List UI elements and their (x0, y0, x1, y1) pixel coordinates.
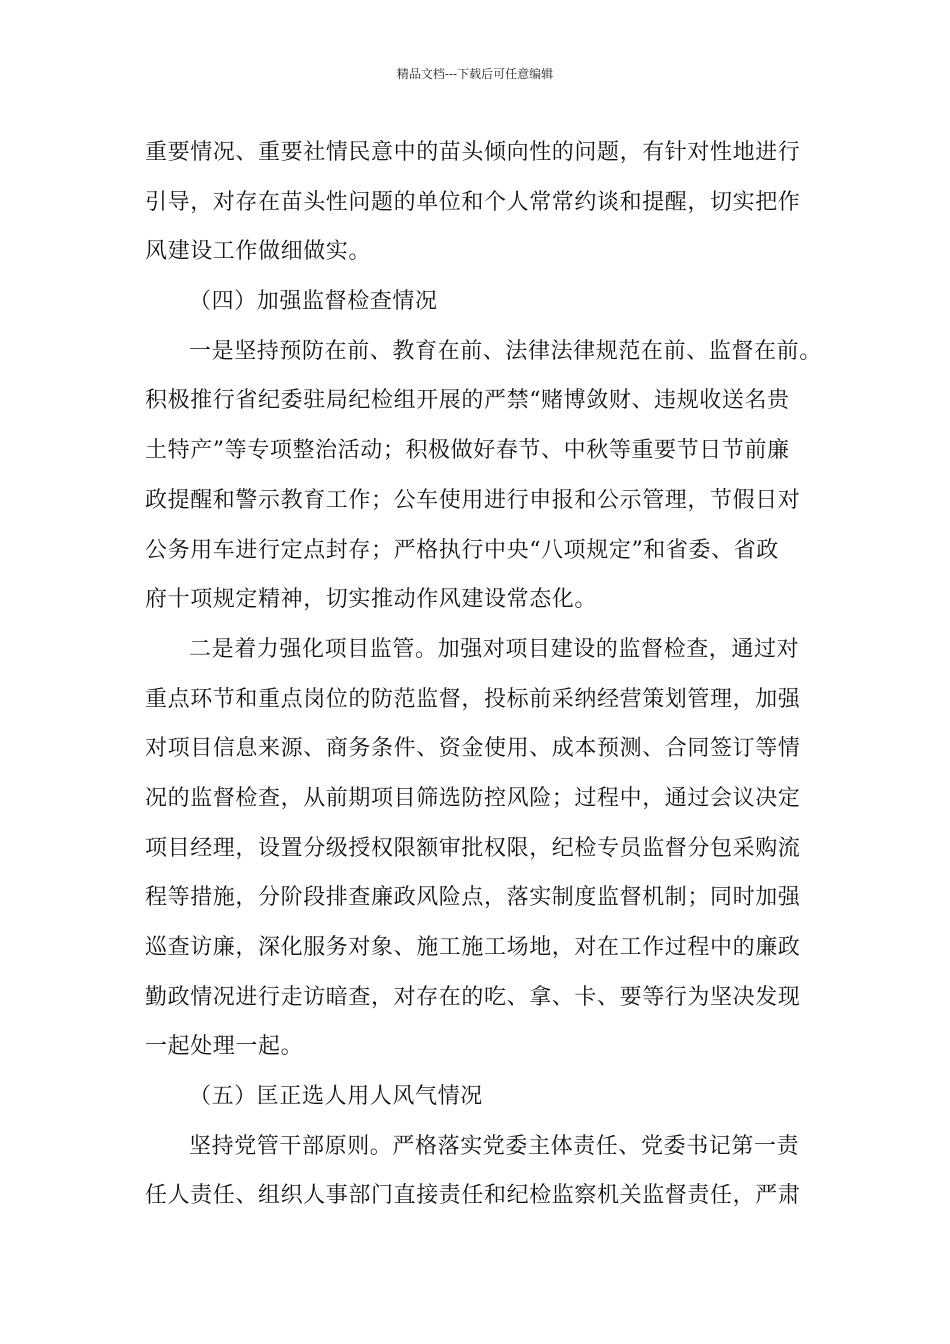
section-heading: （五）匡正选人用人风气情况 (189, 1084, 483, 1110)
body-line: 引导，对存在苗头性问题的单位和个人常常约谈和提醒，切实把作 (145, 189, 801, 215)
body-line: 公务用车进行定点封存；严格执行中央“八项规定”和省委、省政 (145, 537, 779, 563)
body-line: 程等措施，分阶段排查廉政风险点，落实制度监督机制；同时加强 (145, 885, 801, 911)
body-line: 一起处理一起。 (145, 1034, 304, 1060)
body-line: 政提醒和警示教育工作；公车使用进行申报和公示管理，节假日对 (145, 487, 801, 513)
body-line: 项目经理，设置分级授权限额审批权限，纪检专员监督分包采购流 (145, 835, 801, 861)
body-line: 对项目信息来源、商务条件、资金使用、成本预测、合同签订等情 (145, 736, 801, 762)
paragraph-start: 一是坚持预防在前、教育在前、法律法律规范在前、监督在前。 (189, 338, 822, 364)
body-line: 勤政情况进行走访暗查，对存在的吃、拿、卡、要等行为坚决发现 (145, 984, 801, 1010)
body-line: 风建设工作做细做实。 (145, 239, 372, 265)
body-line: 况的监督检查，从前期项目筛选防控风险；过程中，通过会议决定 (145, 785, 801, 811)
body-line: 重点环节和重点岗位的防范监督，投标前采纳经营策划管理，加强 (145, 686, 801, 712)
document-body (145, 128, 822, 1221)
body-line: 积极推行省纪委驻局纪检组开展的严禁“赌博敛财、违规收送名贵 (145, 388, 790, 414)
body-line: 府十项规定精神，切实推动作风建设常态化。 (145, 587, 598, 613)
body-line: 任人责任、组织人事部门直接责任和纪检监察机关监督责任，严肃 (145, 1183, 801, 1209)
body-line: 巡查访廉，深化服务对象、施工施工场地，对在工作过程中的廉政 (145, 935, 801, 960)
paragraph-start: 二是着力强化项目监管。加强对项目建设的监督检查，通过对 (189, 636, 800, 662)
paragraph-start: 坚持党管干部原则。严格落实党委主体责任、党委书记第一责 (189, 1133, 800, 1159)
page-header: 精品文档---下载后可任意编辑 (396, 67, 554, 81)
section-heading: （四）加强监督检查情况 (189, 289, 438, 315)
body-line: 土特产”等专项整治活动；积极做好春节、中秋等重要节日节前廉 (145, 438, 790, 464)
body-line: 重要情况、重要社情民意中的苗头倾向性的问题，有针对性地进行 (145, 140, 801, 165)
